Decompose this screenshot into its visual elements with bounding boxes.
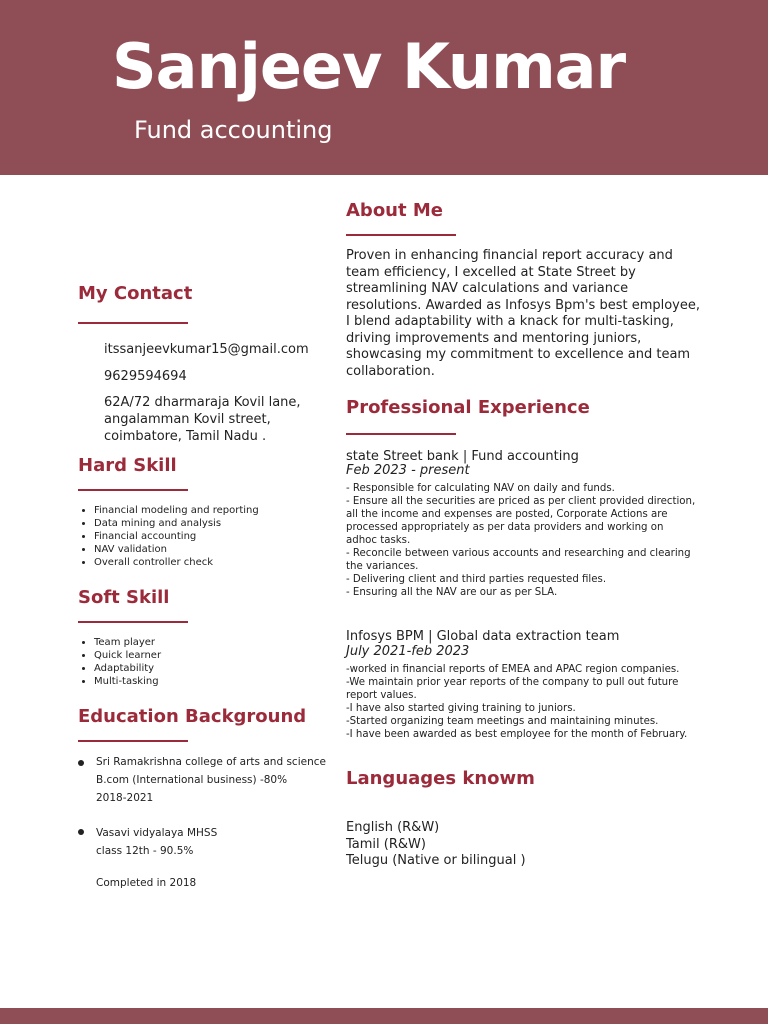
job-line: -I have been awarded as best employee for the month of February. (346, 729, 688, 740)
hard-skill-divider (78, 489, 188, 491)
job-line: - Ensure all the securities are priced as per client provided direction, (346, 496, 696, 507)
job-line: -We maintain prior year reports of the company to pull out future (346, 677, 679, 688)
address-line: angalamman Kovil street, (104, 412, 271, 427)
list-item: • Data mining and analysis (94, 517, 259, 530)
job-title: Infosys BPM | Global data extraction team (346, 629, 620, 644)
education-line: Sri Ramakrishna college of arts and science (96, 756, 326, 768)
address-line: 62A/72 dharmaraja Kovil lane, (104, 395, 301, 410)
education-line: Completed in 2018 (96, 877, 197, 889)
hard-skill-heading: Hard Skill (78, 455, 177, 476)
education-line: B.com (International business) -80% (96, 774, 288, 786)
list-item: • Adaptability (94, 662, 161, 675)
language-item: Tamil (R&W) (346, 836, 426, 852)
list-item: • NAV validation (94, 543, 259, 556)
job-line: - Ensuring all the NAV are our as per SLA. (346, 587, 558, 598)
job-line: all the income and expenses are posted, Corporate Actions are (346, 509, 668, 520)
education-line: class 12th - 90.5% (96, 845, 194, 857)
education-line (96, 860, 217, 874)
contact-email: itssanjeevkumar15@gmail.com (104, 342, 309, 357)
experience-divider (346, 433, 456, 435)
candidate-name: Sanjeev Kumar (112, 30, 626, 103)
job-line: adhoc tasks. (346, 535, 411, 546)
experience-heading: Professional Experience (346, 397, 590, 418)
contact-phone: 9629594694 (104, 369, 187, 384)
job-line: -I have also started giving training to juniors. (346, 703, 576, 714)
education-entry (96, 824, 217, 892)
education-line: 2018-2021 (96, 792, 154, 804)
job-line: - Delivering client and third parties requested files. (346, 574, 607, 585)
job-dates: Feb 2023 - present (346, 463, 470, 478)
education-divider (78, 740, 188, 742)
hard-skill-list (80, 504, 259, 569)
job-description (346, 663, 708, 741)
job-line: processed appropriately as per data providers and working on (346, 522, 664, 533)
job-line: -worked in financial reports of EMEA and APAC region companies. (346, 664, 680, 675)
job-line: the variances. (346, 561, 419, 572)
contact-address (104, 394, 301, 445)
contact-divider (78, 322, 188, 324)
list-item: • Quick learner (94, 649, 161, 662)
language-item: Telugu (Native or bilingual ) (346, 853, 526, 868)
list-item: • Multi-tasking (94, 675, 161, 688)
candidate-role: Fund accounting (134, 116, 333, 144)
list-item: • Financial accounting (94, 530, 259, 543)
bullet-icon (78, 829, 84, 835)
language-item: English (R&W) (346, 820, 440, 835)
header-banner (0, 0, 768, 175)
contact-heading: My Contact (78, 283, 193, 304)
languages-heading: Languages knowm (346, 768, 535, 789)
job-line: report values. (346, 690, 417, 701)
soft-skill-divider (78, 621, 188, 623)
job-title: state Street bank | Fund accounting (346, 449, 579, 464)
job-line: - Reconcile between various accounts and researching and clearing (346, 548, 691, 559)
soft-skill-list (80, 636, 161, 688)
languages-list (346, 820, 526, 870)
job-dates: July 2021-feb 2023 (346, 644, 470, 659)
list-item: • Financial modeling and reporting (94, 504, 259, 517)
list-item: • Overall controller check (94, 556, 259, 569)
education-heading: Education Background (78, 706, 307, 727)
job-line: -Started organizing team meetings and maintaining minutes. (346, 716, 659, 727)
education-line: Vasavi vidyalaya MHSS (96, 827, 218, 839)
bullet-icon (78, 760, 84, 766)
address-line: coimbatore, Tamil Nadu . (104, 429, 267, 444)
list-item: • Team player (94, 636, 161, 649)
job-description (346, 482, 708, 599)
job-line: - Responsible for calculating NAV on daily and funds. (346, 483, 615, 494)
about-heading: About Me (346, 200, 443, 221)
soft-skill-heading: Soft Skill (78, 587, 170, 608)
about-divider (346, 234, 456, 236)
about-text: Proven in enhancing financial report accuracy and team efficiency, I excelled at State Street by streamlining NAV calculations and variance resolutions. Awarded as Infosys Bpm's best employee, I blend adaptability with a knack for multi-tasking, driving improvements and mentoring juniors, showcasing my commitment to excellence and team collaboration. (346, 248, 701, 379)
footer-bar (0, 1008, 768, 1024)
education-entry (96, 753, 326, 807)
